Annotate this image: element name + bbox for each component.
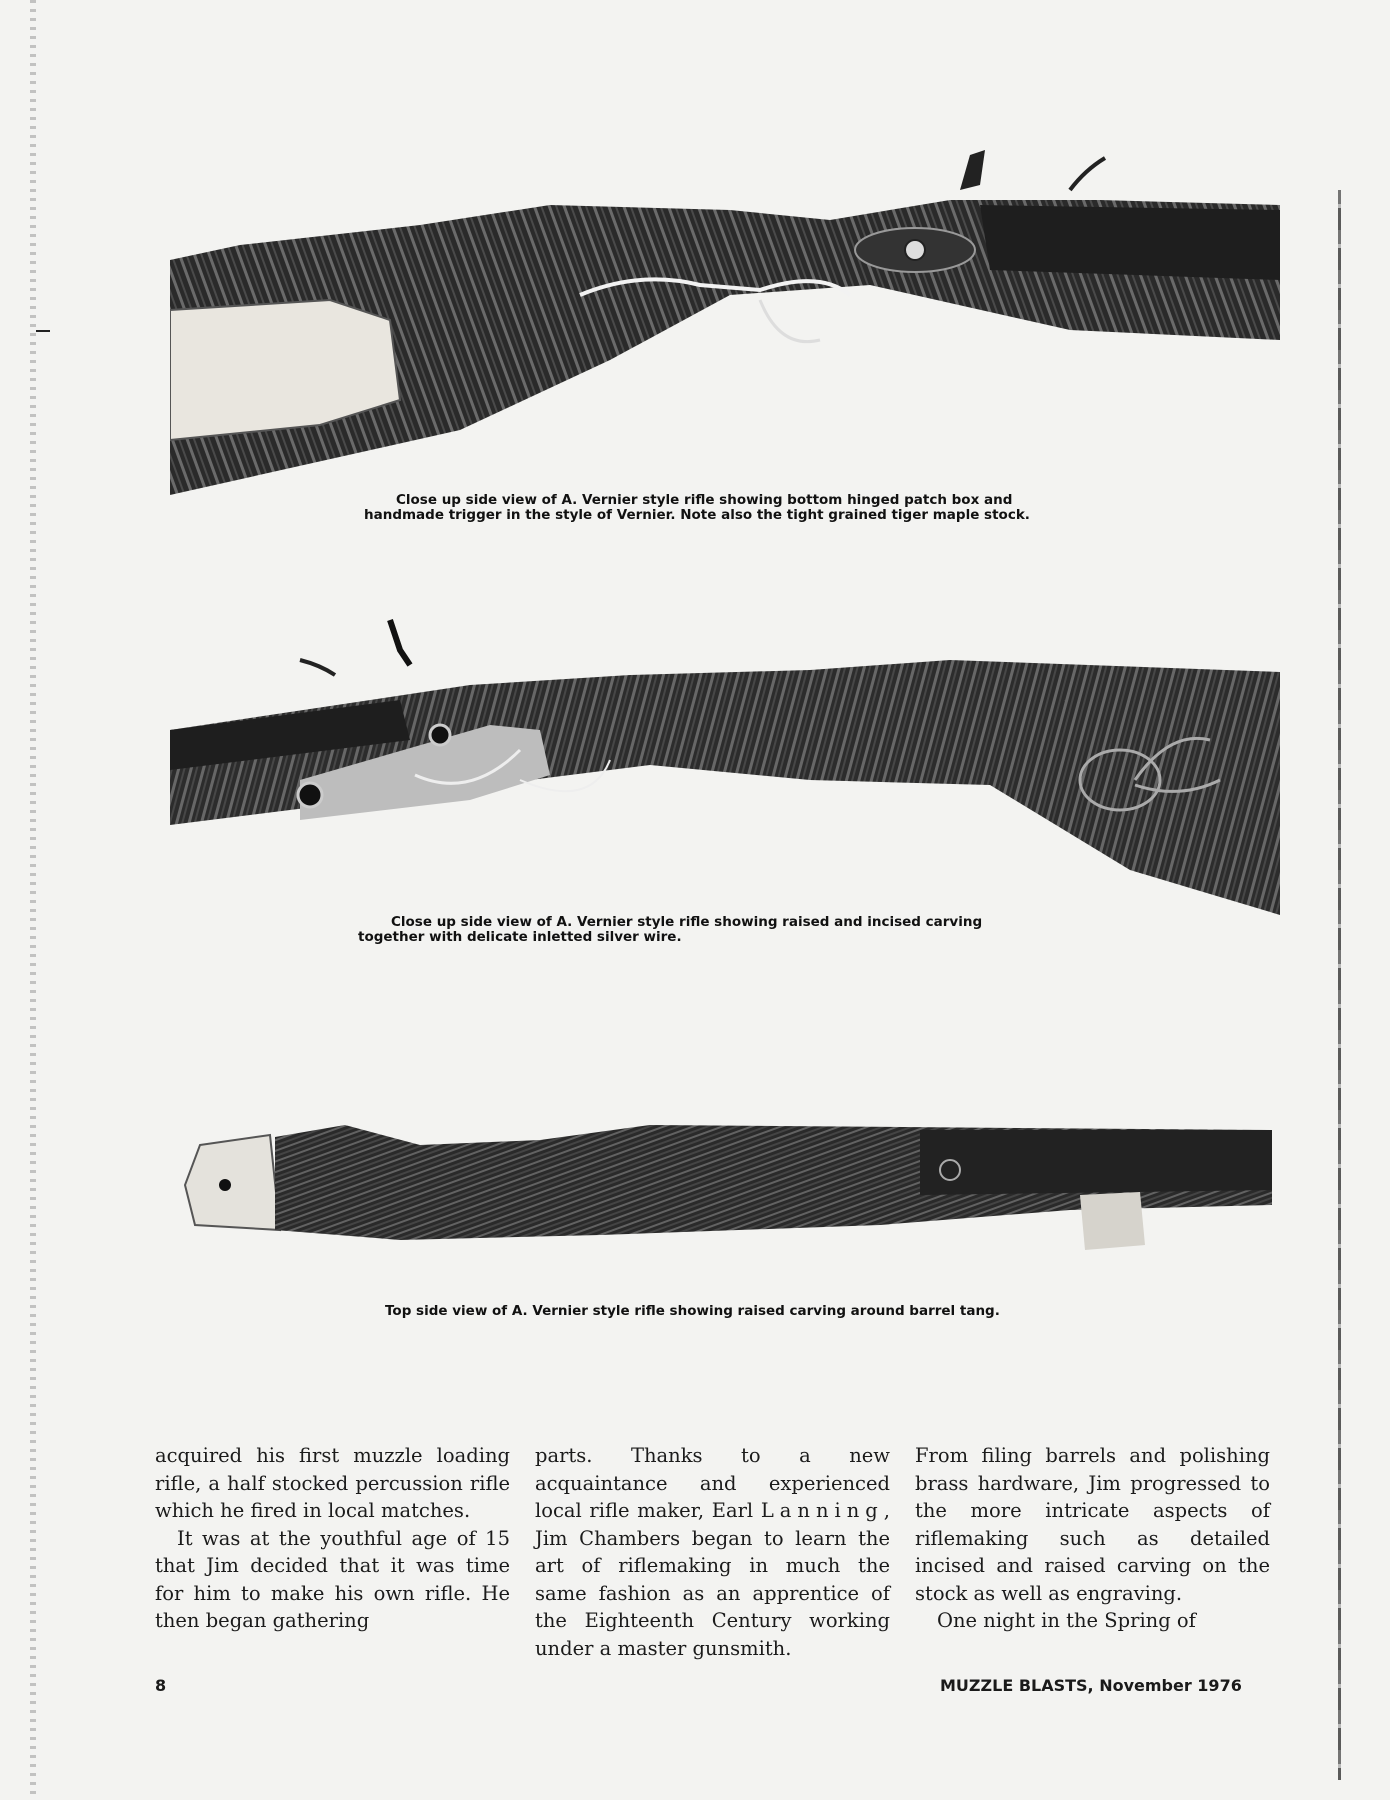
article-column-3: [915, 1442, 1270, 1635]
photo-1-caption: [364, 493, 1030, 523]
photo-3-caption: [385, 1304, 1000, 1319]
article-column-1: [155, 1442, 510, 1635]
spaced-name: Lanning: [760, 1499, 884, 1522]
paragraph: From filing barrels and polishing brass hardware, Jim progressed to the more intricate aspects of riflemaking such as detailed incised and raised carving on the stock as well as engraving.: [915, 1444, 1270, 1605]
photo-2-caption: [358, 915, 982, 945]
caption-line: Close up side view of A. Vernier style rifle showing bottom hinged patch box and: [396, 492, 1013, 508]
paragraph: acquired his first muzzle loading rifle, a half stocked percussion rifle which he fired in local matches.: [155, 1444, 510, 1522]
text-run: parts. Thanks to a new acquaintance and experienced local rifle maker, Earl: [535, 1444, 890, 1522]
rifle-photo-side-carving: [170, 610, 1280, 920]
rifle-photo-side-patchbox: [170, 110, 1280, 505]
paragraph: It was at the youthful age of 15 that Jim decided that it was time for him to make his own rifle. He then began gathering: [155, 1526, 510, 1632]
scan-edge-right: [1338, 190, 1341, 1780]
text-run: , Jim Chambers began to learn the art of riflemaking in much the same fashion as an apprentice of the Eighteenth Century working under a master gunsmith.: [535, 1499, 890, 1660]
article-column-2: [535, 1442, 890, 1662]
page-number: 8: [155, 1676, 167, 1695]
caption-line: Close up side view of A. Vernier style rifle showing raised and incised carving: [391, 914, 983, 930]
rifle-photo-top: [180, 1110, 1280, 1260]
paragraph: One night in the Spring of: [937, 1609, 1196, 1632]
scan-edge-left: [30, 0, 36, 1800]
publication-line: MUZZLE BLASTS, November 1976: [940, 1676, 1242, 1695]
caption-line: Top side view of A. Vernier style rifle showing raised carving around barrel tang.: [385, 1303, 1000, 1319]
scan-mark: [36, 330, 50, 332]
paragraph: [535, 1442, 890, 1662]
caption-line: handmade trigger in the style of Vernier. Note also the tight grained tiger maple stock.: [364, 507, 1030, 523]
caption-line: together with delicate inletted silver wire.: [358, 929, 682, 945]
